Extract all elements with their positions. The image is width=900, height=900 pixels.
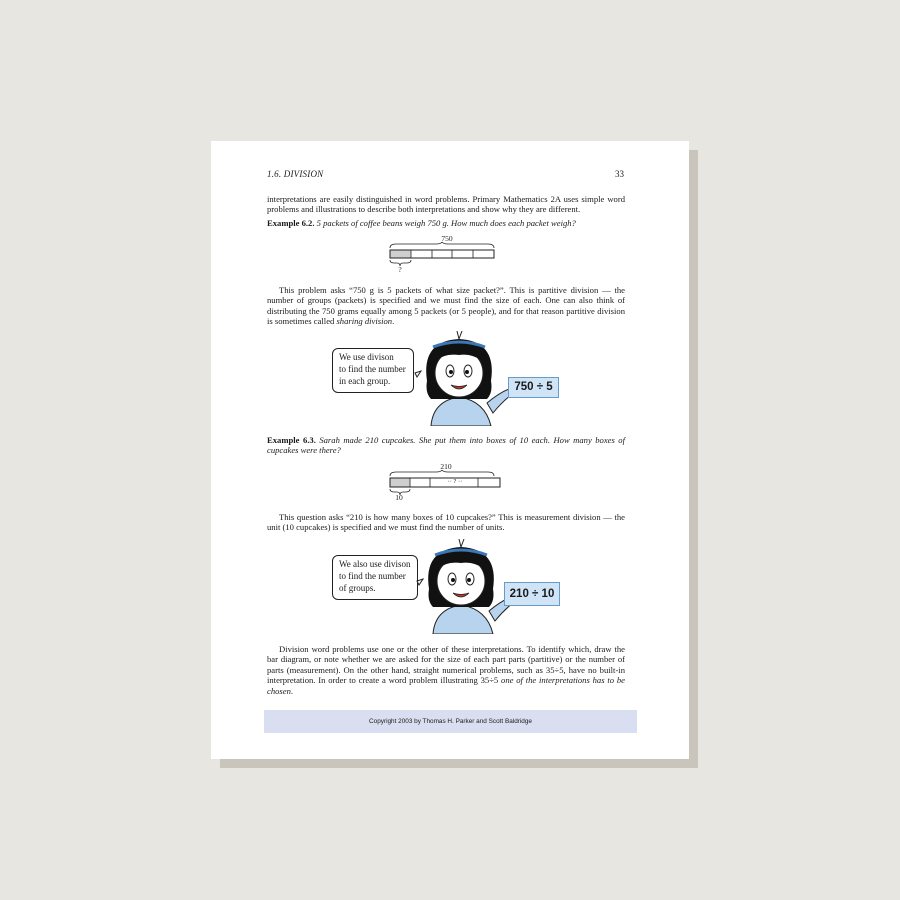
paragraph-conclusion: Division word problems use one or the other of these interpretations. To identify which, draw the bar diagram, or note whether we are asked for the size of each part parts (partitive) or the number of parts (measurement). On the other hand, straight numerical problems, such as 35÷5, have no built-in interpretation. In order to create a word problem illustrating 35÷5 one of the interpretations has to be chosen. bbox=[267, 644, 625, 696]
speech-bubble: We also use divison to find the number of groups. bbox=[332, 555, 418, 600]
running-header-section: 1.6. DIVISION bbox=[267, 169, 324, 179]
equation-box: 210 ÷ 10 bbox=[504, 582, 560, 606]
bar-first-part bbox=[391, 251, 411, 258]
bar-first-part bbox=[391, 479, 410, 487]
example-6-3 bbox=[267, 435, 625, 456]
copyright-footer: Copyright 2003 by Thomas H. Parker and Scott Baldridge bbox=[264, 710, 637, 733]
example-title: Example 6.3. bbox=[267, 435, 316, 445]
speech-bubble: We use divison to find the number in each group. bbox=[332, 348, 414, 393]
example-title: Example 6.2. bbox=[267, 218, 315, 228]
bar-total-label: 210 bbox=[440, 462, 452, 471]
girl-illustration bbox=[409, 539, 519, 634]
paragraph-partitive: This problem asks “750 g is 5 packets of what size packet?”. This is partitive division — the number of groups (packets) is specified and we must find the size of each. One can also think of distributing the 750 grams equally among 5 packets (or 5 people), and for that reason partitive division is sometimes called sharing division. bbox=[267, 285, 625, 327]
bar-part-label: ? bbox=[398, 265, 402, 274]
bar-total-label: 750 bbox=[441, 234, 453, 243]
example-question: Sarah made 210 cupcakes. She put them into boxes of 10 each. How many boxes of cupcakes were there? bbox=[267, 435, 625, 456]
intro-paragraph: interpretations are easily distinguished in word problems. Primary Mathematics 2A uses simple word problems and illustrations to describe both interpretations and show why they are different. bbox=[267, 194, 625, 215]
girl-illustration bbox=[407, 331, 517, 426]
example-6-2 bbox=[267, 218, 625, 228]
bar-middle-label: ·· ? ·· bbox=[447, 478, 463, 485]
example-question: 5 packets of coffee beans weigh 750 g. How much does each packet weigh? bbox=[316, 218, 576, 228]
document-page bbox=[211, 141, 689, 759]
bar-top-brace bbox=[390, 242, 494, 248]
paragraph-measurement: This question asks “210 is how many boxes of 10 cupcakes?” This is measurement division — the unit (10 cupcakes) is specified and we must find the number of units. bbox=[267, 512, 625, 533]
page-number: 33 bbox=[615, 169, 624, 179]
bar-top-brace bbox=[390, 470, 494, 476]
bar-unit-label: 10 bbox=[395, 493, 403, 502]
equation-box: 750 ÷ 5 bbox=[508, 377, 559, 398]
